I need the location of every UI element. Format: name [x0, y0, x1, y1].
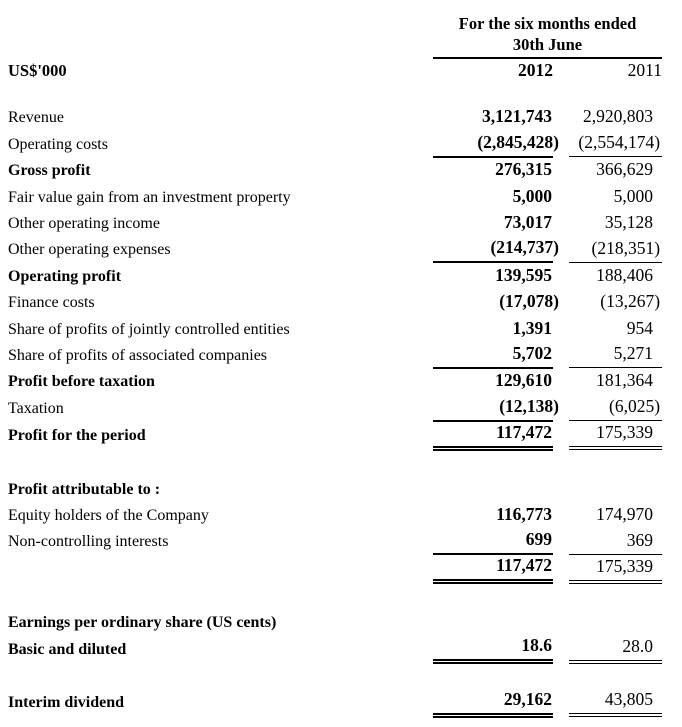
row-label: Profit before taxation	[8, 373, 155, 391]
value-2011: (218,351)	[591, 237, 661, 258]
column-header-row	[8, 58, 662, 84]
row-label: Non-controlling interests	[8, 533, 169, 551]
table-row-equity-holders	[8, 502, 662, 528]
spacer-row	[8, 662, 662, 689]
value-2011: 43,805	[604, 689, 654, 710]
value-2012: 116,773	[496, 503, 552, 524]
value-2011: 2,920,803	[583, 106, 654, 127]
value-2012: 5,702	[512, 342, 552, 363]
value-2012: 18.6	[521, 635, 552, 656]
row-label: Interim dividend	[8, 694, 125, 712]
row-label: Finance costs	[8, 294, 95, 312]
period-line-2: 30th June	[512, 35, 583, 54]
table-row-other-operating-income	[8, 210, 662, 236]
value-2011: 28.0	[622, 635, 654, 656]
value-2011: 35,128	[604, 211, 654, 232]
value-2011: (6,025)	[609, 396, 661, 417]
income-statement-table	[8, 13, 662, 718]
table-row-share-jointly-controlled	[8, 315, 662, 341]
unit-label: US$'000	[8, 61, 67, 80]
row-label: Share of profits of jointly controlled entities	[8, 320, 290, 338]
value-2012: 5,000	[512, 185, 552, 206]
column-header-2011: 2011	[627, 60, 663, 80]
table-row-share-associated	[8, 342, 662, 368]
table-row-other-operating-expenses	[8, 236, 662, 262]
table-row-taxation	[8, 394, 662, 420]
value-2012: (12,138)	[499, 395, 559, 416]
value-2011: 5,271	[613, 343, 654, 364]
value-2012: 1,391	[512, 317, 552, 338]
row-label: Revenue	[8, 109, 64, 127]
row-label: Taxation	[8, 399, 64, 417]
value-2012: 3,121,743	[482, 106, 552, 127]
value-2012: 699	[525, 529, 552, 550]
value-2012: 73,017	[503, 211, 552, 232]
value-2012: 117,472	[496, 421, 552, 442]
value-2012: (17,078)	[499, 291, 559, 312]
table-row-profit-before-taxation	[8, 368, 662, 394]
table-row-eps-heading	[8, 609, 662, 635]
row-label	[8, 554, 433, 582]
value-2011: (2,554,174)	[578, 132, 661, 153]
value-2012: 129,610	[495, 370, 552, 391]
value-2011: 5,000	[613, 185, 654, 206]
table-row-operating-costs	[8, 130, 662, 156]
value-2011: 369	[626, 529, 654, 550]
value-2012: 117,472	[496, 555, 552, 576]
row-label: Other operating income	[8, 214, 160, 232]
row-label: Profit for the period	[8, 427, 146, 445]
value-2011: 188,406	[596, 264, 654, 285]
row-label: Equity holders of the Company	[8, 506, 209, 524]
row-label: Operating costs	[8, 135, 108, 153]
value-2012: 139,595	[495, 264, 552, 285]
spacer-row	[8, 582, 662, 609]
table-row-fair-value-gain	[8, 183, 662, 209]
value-2011: 366,629	[596, 159, 654, 180]
value-2011: 174,970	[596, 503, 654, 524]
value-2011: 181,364	[596, 370, 654, 391]
row-label: Other operating expenses	[8, 241, 171, 259]
table-row-basic-and-diluted	[8, 635, 662, 662]
value-2011: 175,339	[596, 555, 654, 576]
value-2011: 954	[626, 317, 654, 338]
table-row-profit-for-period	[8, 421, 662, 449]
table-row-revenue	[8, 104, 662, 130]
row-label: Gross profit	[8, 162, 91, 180]
spacer-row	[8, 84, 662, 104]
spacer-row	[8, 448, 662, 475]
period-line-1: For the six months ended	[458, 14, 637, 33]
period-header-row	[8, 13, 662, 58]
value-2012: 29,162	[503, 688, 552, 709]
value-2012: (214,737)	[490, 237, 559, 258]
value-2011: 175,339	[596, 422, 654, 443]
table-row-interim-dividend	[8, 689, 662, 716]
table-row-non-controlling-interests	[8, 528, 662, 554]
value-2012: (2,845,428)	[477, 131, 559, 152]
table-row-finance-costs	[8, 289, 662, 315]
table-row-operating-profit	[8, 262, 662, 288]
row-label: Share of profits of associated companies	[8, 346, 268, 364]
column-header-2012: 2012	[518, 60, 553, 80]
table-row-attributable-total	[8, 554, 662, 582]
row-label: Fair value gain from an investment property	[8, 188, 291, 206]
value-2011: (13,267)	[600, 291, 661, 312]
row-label: Basic and diluted	[8, 640, 127, 658]
section-heading: Earnings per ordinary share (US cents)	[8, 614, 277, 632]
table-row-gross-profit	[8, 157, 662, 183]
row-label: Operating profit	[8, 267, 122, 285]
period-header	[433, 13, 662, 58]
section-heading: Profit attributable to :	[8, 480, 161, 498]
value-2012: 276,315	[495, 159, 552, 180]
table-row-profit-attributable-heading	[8, 475, 662, 501]
